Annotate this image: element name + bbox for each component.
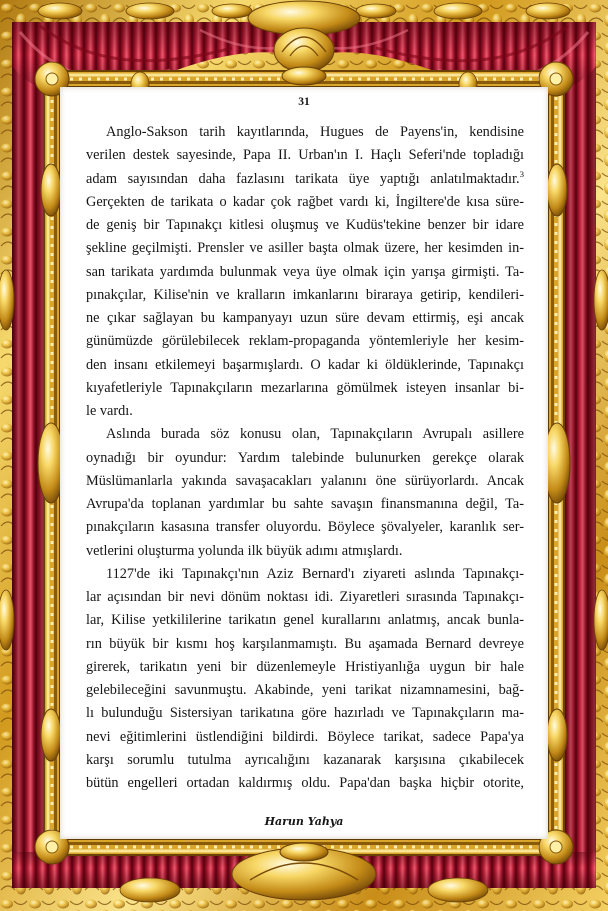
text-line: oynadığı bir oyundur: Yardım talebinde bulunurken gerekçe olarak	[86, 449, 524, 466]
text-line: girerek, tarikatın yeni bir düzenlemeyle Hristiyanlığa uygun bir hale	[86, 658, 524, 675]
text-line: ne çıkar sağlayan bu kampanyayı uzun süre devam ettirmiş, eşi ancak	[86, 310, 524, 326]
text-line: verilen destek sayesinde, Papa II. Urban'ın I. Haçlı Seferi'nde topladığı	[86, 147, 524, 164]
text-line: Müslümanlarla yakında savaşacakları yalanını öne sürüyorlardı. Ancak	[86, 472, 524, 489]
text-line: de geniş bir Tapınakçı kitlesi oluşmuş ve Kudüs'tekine benzer bir idare	[86, 217, 524, 233]
text-line: gelebileceğini savunmuştu. Akabinde, yeni tarikat nizamnamesini, bağ-	[86, 682, 524, 698]
text-line: bütün engelleri ortadan kaldırmış oldu. Papa'dan başka hiçbir otorite,	[86, 775, 524, 791]
paragraph	[86, 563, 524, 796]
text-line: 1127'de iki Tapınakçı'nın Aziz Bernard'ı ziyareti aslında Tapınakçı-	[106, 565, 524, 582]
text-line: Anglo-Sakson tarih kayıtlarında, Hugues de Payens'in, kendisine	[106, 124, 524, 140]
text-line: Gerçekten de tarikata o kadar çok rağbet vardı ki, İngiltere'de kısa süre-	[86, 193, 524, 210]
footer-author: Harun Yahya	[264, 815, 344, 828]
page-number: 31	[298, 96, 310, 108]
paragraph	[86, 423, 524, 563]
text-line: rın büyük bir kısmı hoş karşılanmamıştı. Bu aşamada Bernard devreye	[86, 635, 524, 652]
text-line: Aslında burada söz konusu olan, Tapınakçıların Avrupalı asillere	[106, 426, 524, 443]
text-line: nevi eğitimlerini üstlendiğini bildirdi. Böylece tarikat, sadece Papa'ya	[86, 728, 524, 745]
text-line: vetlerini oluşturma yolunda ilk büyük adımı atmışlardı.	[86, 542, 403, 559]
text-line	[86, 168, 524, 191]
text-line: lar, Kilise yetkililerine tarikatın genel kurallarını anlatmış, ancak bunla-	[86, 612, 524, 629]
text-line: lı bulunduğu Sistersiyan tarikatına göre hazırladı ve Tapınakçıların ma-	[86, 705, 524, 722]
text-line: den insanı etkilemeyi başarmışlardı. O kadar ki öldüklerinde, Tapınakçı	[86, 356, 524, 373]
text-line: karşı sorumlu tutulma ayrıcalığını kazanarak karşısına çıkabilecek	[86, 751, 524, 768]
text-line-content: adam sayısından daha fazlasını tarikata üye yaptığı anlatılmaktadır.	[86, 170, 520, 187]
footnote-marker: 3	[519, 168, 524, 179]
text-line: pınakçılar, Kilise'nin ve kralların imkanlarını biraraya getirip, kendileri-	[86, 286, 524, 303]
text-line: le vardı.	[86, 403, 133, 419]
text-line: günümüzde görülebilecek reklam-propaganda yöntemleriyle her kesim-	[86, 333, 524, 350]
text-line: pınakçıların kasasına transfer oluyordu. Böylece şövalyeler, karanlık ser-	[86, 519, 524, 536]
paragraph	[86, 121, 524, 423]
text-line: san tarikata yardımda bulunmak veya üye olmak için yarışa girmişti. Ta-	[86, 263, 524, 280]
body-text	[86, 121, 524, 795]
text-line: kıyafetleriyle Tapınakçıların mezarlarına gömülmek isteyen insanlar bi-	[86, 379, 524, 396]
text-line: Avrupa'da toplanan yardımlar bu sahte savaşın finansmanına değil, Ta-	[86, 496, 524, 512]
text-line: lar açısından bir nevi dönüm noktası idi. Ziyaretleri sırasında Tapınakçı-	[86, 589, 524, 605]
text-line: şekline geçilmişti. Prensler ve asiller başta olmak üzere, her kesimden in-	[86, 240, 524, 257]
